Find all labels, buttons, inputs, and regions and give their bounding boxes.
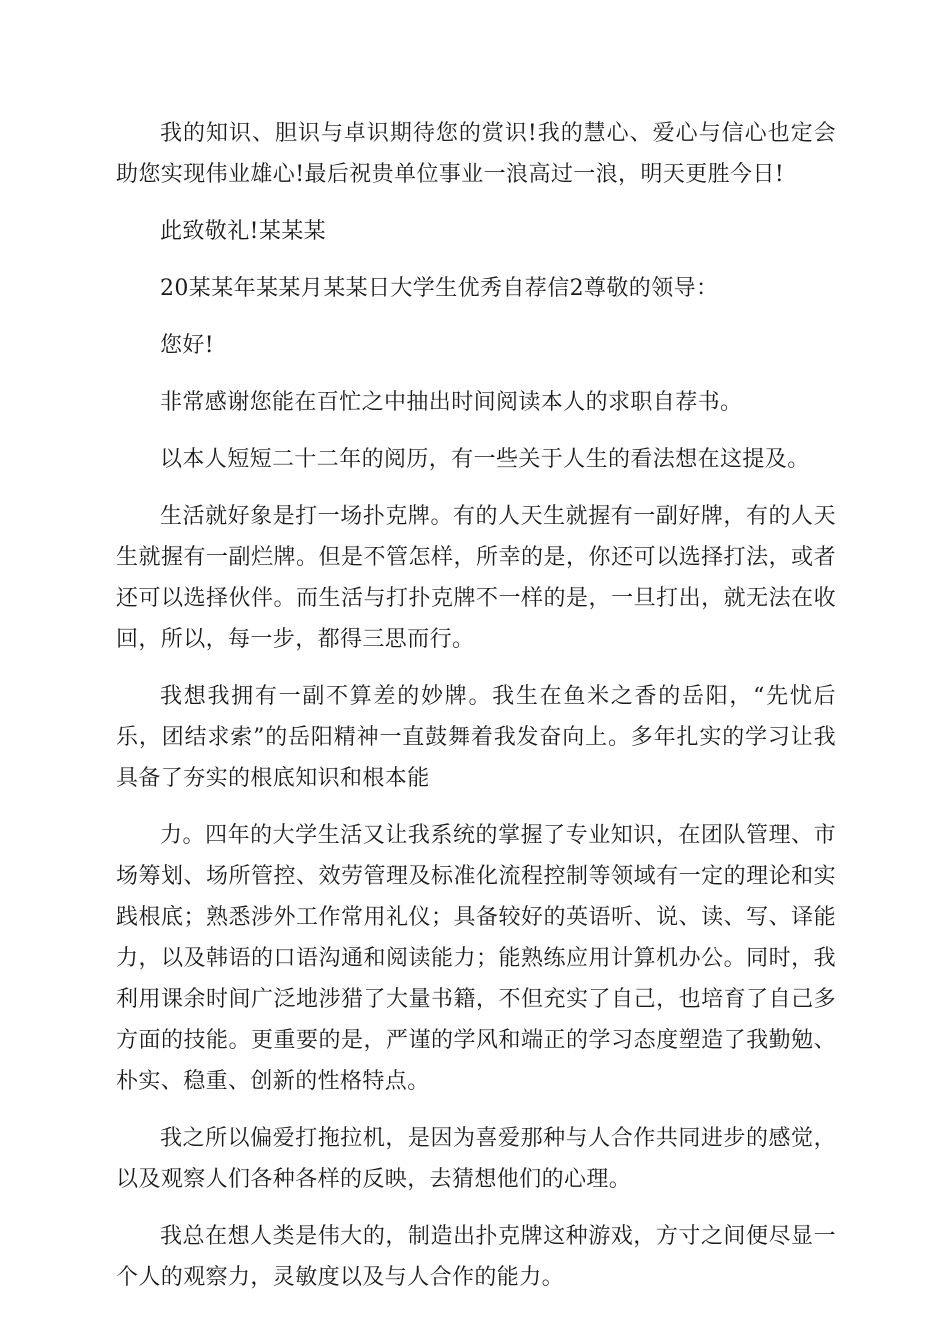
paragraph: 您好! bbox=[160, 333, 215, 358]
paragraph: 我的知识、胆识与卓识期待您的赏识!我的慧心、爱心与信心也定会助您实现伟业雄心!最后祝贵单位事业一浪高过一浪，明天更胜今日! bbox=[116, 121, 836, 187]
paragraph: 此致敬礼!某某某 bbox=[160, 219, 327, 244]
document-body bbox=[116, 113, 836, 1314]
paragraph: 以本人短短二十二年的阅历，有一些关于人生的看法想在这提及。 bbox=[160, 447, 810, 472]
paragraph: 我总在想人类是伟大的，制造出扑克牌这种游戏，方寸之间便尽显一个人的观察力，灵敏度以及与人合作的能力。 bbox=[116, 1224, 836, 1290]
paragraph: 我想我拥有一副不算差的妙牌。我生在鱼米之香的岳阳，“先忧后乐，团结求索”的岳阳精神一直鼓舞着我发奋向上。多年扎实的学习让我具备了夯实的根底知识和根本能 bbox=[116, 684, 836, 791]
paragraph: 我之所以偏爱打拖拉机，是因为喜爱那种与人合作共同进步的感觉，以及观察人们各种各样的反映，去猜想他们的心理。 bbox=[116, 1126, 836, 1192]
paragraph: 20某某年某某月某某日大学生优秀自荐信2尊敬的领导： bbox=[160, 276, 719, 301]
paragraph: 力。四年的大学生活又让我系统的掌握了专业知识，在团队管理、市场筹划、场所管控、效劳管理及标准化流程控制等领域有一定的理论和实践根底；熟悉涉外工作常用礼仪；具备较好的英语听、说、读、写、译能力，以及韩语的口语沟通和阅读能力；能熟练应用计算机办公。同时，我利用课余时间广泛地涉猎了大量书籍，不但充实了自己，也培育了自己多方面的技能。更重要的是，严谨的学风和端正的学习态度塑造了我勤勉、朴实、稳重、创新的性格特点。 bbox=[116, 823, 836, 1094]
paragraph: 生活就好象是打一场扑克牌。有的人天生就握有一副好牌，有的人天生就握有一副烂牌。但是不管怎样，所幸的是，你还可以选择打法，或者还可以选择伙伴。而生活与打扑克牌不一样的是，一旦打出，就无法在收回，所以，每一步，都得三思而行。 bbox=[116, 504, 836, 652]
paragraph: 非常感谢您能在百忙之中抽出时间阅读本人的求职自荐书。 bbox=[160, 390, 743, 415]
